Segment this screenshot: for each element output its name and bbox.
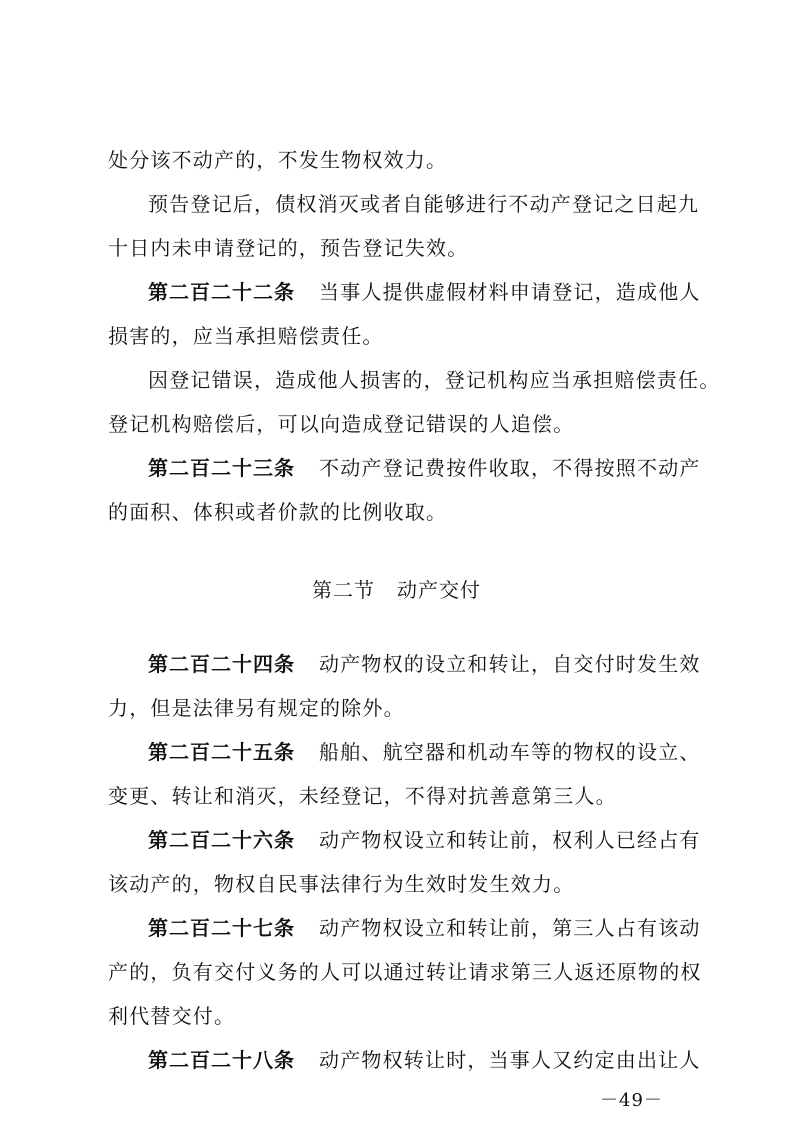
article-226-line bbox=[148, 828, 701, 852]
article-224-line bbox=[148, 652, 701, 676]
article-text: 动产物权设立和转让前，第三人占有该动 bbox=[319, 916, 701, 940]
article-222-line bbox=[148, 280, 701, 304]
section-heading bbox=[0, 578, 793, 602]
text-line: 利代替交付。 bbox=[108, 1004, 236, 1028]
text-line: 变更、转让和消灭，未经登记，不得对抗善意第三人。 bbox=[108, 784, 617, 808]
article-number: 第二百二十七条 bbox=[148, 916, 295, 940]
page-number: －49－ bbox=[600, 1090, 663, 1111]
article-number: 第二百二十四条 bbox=[148, 652, 295, 676]
article-text: 动产物权设立和转让前，权利人已经占有 bbox=[319, 828, 701, 852]
article-227-line bbox=[148, 916, 701, 940]
section-title-text: 动产交付 bbox=[397, 578, 481, 602]
text-line: 处分该不动产的，不发生物权效力。 bbox=[108, 148, 448, 172]
text-line: 十日内未申请登记的，预告登记失效。 bbox=[108, 236, 469, 260]
section-number: 第二节 bbox=[312, 578, 375, 602]
text-line: 力，但是法律另有规定的除外。 bbox=[108, 696, 405, 720]
text-line: 产的，负有交付义务的人可以通过转让请求第三人返还原物的权 bbox=[108, 960, 702, 984]
text-line: 损害的，应当承担赔偿责任。 bbox=[108, 324, 384, 348]
article-225-line bbox=[148, 740, 701, 764]
article-number: 第二百二十五条 bbox=[148, 740, 295, 764]
article-number: 第二百二十三条 bbox=[148, 456, 295, 480]
text-line: 因登记错误，造成他人损害的，登记机构应当承担赔偿责任。 bbox=[148, 368, 721, 392]
article-text: 船舶、航空器和机动车等的物权的设立、 bbox=[319, 740, 701, 764]
text-line: 该动产的，物权自民事法律行为生效时发生效力。 bbox=[108, 872, 575, 896]
text-line: 的面积、体积或者价款的比例收取。 bbox=[108, 500, 448, 524]
text-line: 登记机构赔偿后，可以向造成登记错误的人追偿。 bbox=[108, 412, 575, 436]
article-number: 第二百二十二条 bbox=[148, 280, 295, 304]
text-line: 预告登记后，债权消灭或者自能够进行不动产登记之日起九 bbox=[148, 192, 700, 216]
article-number: 第二百二十六条 bbox=[148, 828, 295, 852]
article-223-line bbox=[148, 456, 701, 480]
article-text: 动产物权转让时，当事人又约定由出让人 bbox=[319, 1048, 701, 1072]
article-text: 不动产登记费按件收取，不得按照不动产 bbox=[319, 456, 701, 480]
article-text: 动产物权的设立和转让，自交付时发生效 bbox=[319, 652, 701, 676]
article-228-line bbox=[148, 1048, 701, 1072]
article-number: 第二百二十八条 bbox=[148, 1048, 295, 1072]
article-text: 当事人提供虚假材料申请登记，造成他人 bbox=[319, 280, 701, 304]
